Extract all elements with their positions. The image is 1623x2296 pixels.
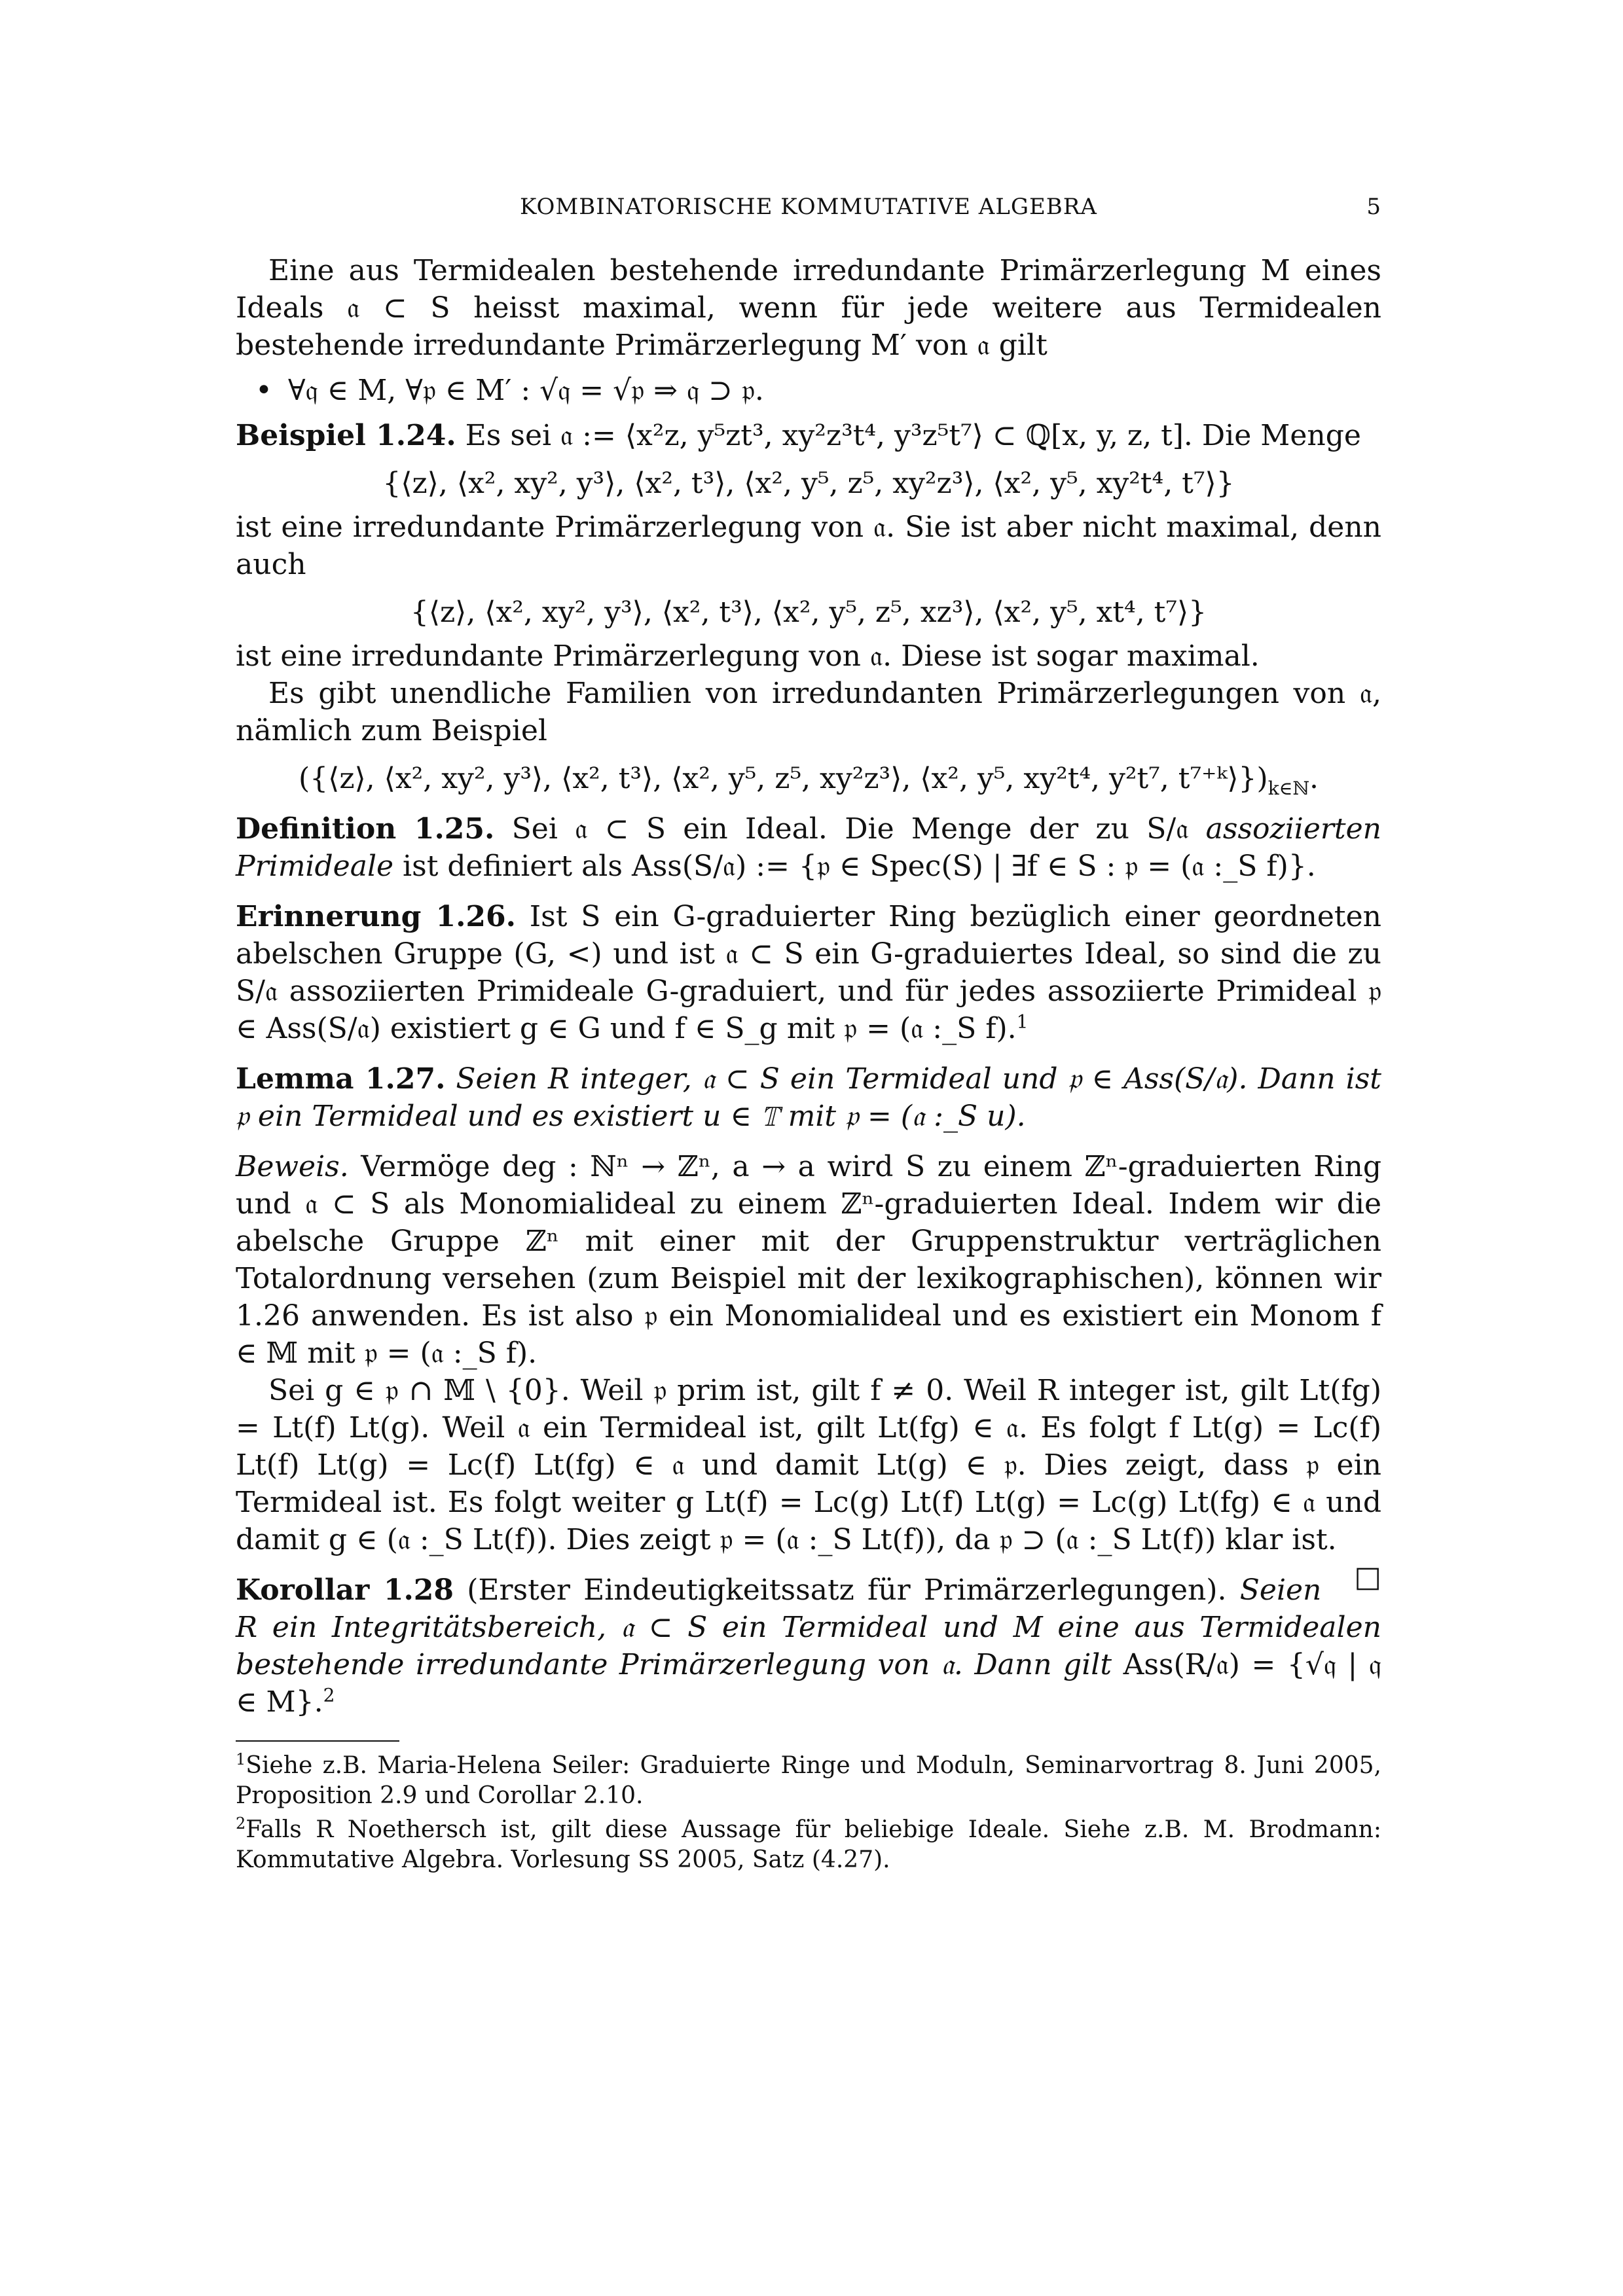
display-formula-3-body: ({⟨z⟩, ⟨x², xy², y³⟩, ⟨x², t³⟩, ⟨x², y⁵, z⁵, xy²z³⟩, ⟨x², y⁵, xy²t⁴, y²t⁷, t⁷⁺ᵏ⟩}) [299,762,1268,795]
erinnerung-text: Ist S ein G-graduierter Ring bezüglich einer geordneten abelschen Gruppe (G, <) und ist 𝔞 ⊂ S ein G-graduiertes Ideal, so sind die zu S/𝔞 assoziierten Primideale G-graduiert, und für jedes assoziierte Primideal 𝔭 ∈ Ass(S/𝔞) existiert g ∈ G und f ∈ S_g mit 𝔭 = (𝔞 :_S f). [236,900,1381,1045]
footnote-2 [236,1815,1381,1875]
display-formula-2: {⟨z⟩, ⟨x², xy², y³⟩, ⟨x², t³⟩, ⟨x², y⁵, z⁵, xz³⟩, ⟨x², y⁵, xt⁴, t⁷⟩} [410,596,1207,629]
display-formula-3-index: k∈ℕ [1267,777,1309,799]
footnote-2-text: Falls R Noethersch ist, gilt diese Aussage für beliebige Ideale. Siehe z.B. M. Brodmann: Kommutative Algebra. Vorlesung SS 2005, Satz (4.27). [236,1816,1381,1873]
definition-term: assoziierten Primideale [236,812,1381,883]
footnote-divider [236,1740,399,1742]
main-text [236,252,1381,1879]
definition-text-1: Sei 𝔞 ⊂ S ein Ideal. Die Menge der zu S/𝔞 [511,812,1206,846]
footnote-ref-1[interactable]: 1 [1016,1011,1029,1033]
lemma-paragraph [236,1060,1381,1135]
families-paragraph: Es gibt unendliche Familien von irredundanten Primärzerlegungen von 𝔞, nämlich zum Beispiel [236,677,1381,747]
page-number: 5 [1366,194,1381,220]
display-formula-3 [236,760,1381,797]
korollar-paren: (Erster Eindeutigkeitssatz für Primärzerlegungen). [467,1573,1227,1607]
footnote-1-text: Siehe z.B. Maria-Helena Seiler: Graduierte Ringe und Moduln, Seminarvortrag 8. Juni 2005, Proposition 2.9 und Corollar 2.10. [236,1752,1381,1809]
erinnerung-label: Erinnerung 1.26. [236,900,516,933]
display-formula-1: {⟨z⟩, ⟨x², xy², y³⟩, ⟨x², t³⟩, ⟨x², y⁵, z⁵, xy²z³⟩, ⟨x², y⁵, xy²t⁴, t⁷⟩} [382,467,1235,500]
erinnerung-paragraph [236,898,1381,1047]
after-display-1: ist eine irredundante Primärzerlegung von 𝔞. Sie ist aber nicht maximal, denn auch [236,511,1381,581]
beispiel-label: Beispiel 1.24. [236,419,456,452]
definition-paragraph [236,810,1381,885]
footnote-1 [236,1751,1381,1811]
intro-paragraph: Eine aus Termidealen bestehende irredundante Primärzerlegung M eines Ideals 𝔞 ⊂ S heisst maximal, wenn für jede weitere aus Termidealen bestehende irredundante Primärzerlegung M′ von 𝔞 gilt [236,254,1381,362]
bullet-item [255,372,1381,409]
definition-label: Definition 1.25. [236,812,495,846]
qed-icon: □ [1354,1560,1381,1594]
bullet-icon: • [255,374,272,407]
bullet-text: ∀𝔮 ∈ M, ∀𝔭 ∈ M′ : √𝔮 = √𝔭 ⇒ 𝔮 ⊃ 𝔭. [288,374,764,407]
beweis-paragraph [236,1148,1381,1372]
footnote-2-mark: 2 [236,1814,246,1833]
lemma-label: Lemma 1.27. [236,1062,446,1096]
running-header [236,194,1381,226]
korollar-text: Seien R ein Integritätsbereich, 𝔞 ⊂ S ein Termideal und M eine aus Termidealen bestehende irredundante Primärzerlegung von 𝔞. Dann gilt [236,1573,1381,1681]
korollar-label: Korollar 1.28 [236,1573,454,1607]
beweis-label: Beweis. [236,1150,349,1183]
lemma-text: Seien R integer, 𝔞 ⊂ S ein Termideal und 𝔭 ∈ Ass(S/𝔞). Dann ist 𝔭 ein Termideal und es existiert u ∈ 𝕋 mit 𝔭 = (𝔞 :_S u). [236,1062,1381,1133]
korollar-paragraph [236,1571,1381,1721]
definition-text-2: ist definiert als Ass(S/𝔞) := {𝔭 ∈ Spec(S) | ∃f ∈ S : 𝔭 = (𝔞 :_S f)}. [393,850,1316,883]
footnote-ref-2[interactable]: 2 [323,1684,335,1706]
display-formula-3-end: . [1309,762,1319,795]
beweis-text: Vermöge deg : ℕⁿ → ℤⁿ, a → a wird S zu einem ℤⁿ-graduierten Ring und 𝔞 ⊂ S als Monomialideal zu einem ℤⁿ-graduierten Ideal. Indem wir die abelsche Gruppe ℤⁿ mit einer mit der Gruppenstruktur verträglichen Totalordnung versehen (zum Beispiel mit der lexikographischen), können wir 1.26 anwenden. Es ist also 𝔭 ein Monomialideal und es existiert ein Monom f ∈ 𝕄 mit 𝔭 = (𝔞 :_S f). [236,1150,1381,1370]
running-title: KOMBINATORISCHE KOMMUTATIVE ALGEBRA [520,194,1097,220]
beispiel-text: Es sei 𝔞 := ⟨x²z, y⁵zt³, xy²z³t⁴, y³z⁵t⁷⟩ ⊂ ℚ[x, y, z, t]. Die Menge [465,419,1361,452]
korollar-formula: Ass(R/𝔞) = {√𝔮 | 𝔮 ∈ M}. [236,1648,1382,1719]
beweis-text-2: Sei g ∈ 𝔭 ∩ 𝕄 \ {0}. Weil 𝔭 prim ist, gilt f ≠ 0. Weil R integer ist, gilt Lt(fg) = Lt(f) Lt(g). Weil 𝔞 ein Termideal ist, gilt Lt(fg) ∈ 𝔞. Es folgt f Lt(g) = Lc(f) Lt(f) Lt(g) = Lc(f) Lt(fg) ∈ 𝔞 und damit Lt(g) ∈ 𝔭. Dies zeigt, dass 𝔭 ein Termideal ist. Es folgt weiter g Lt(f) = Lc(g) Lt(f) Lt(g) = Lc(g) Lt(fg) ∈ 𝔞 und damit g ∈ (𝔞 :_S Lt(f)). Dies zeigt 𝔭 = (𝔞 :_S Lt(f)), da 𝔭 ⊃ (𝔞 :_S Lt(f)) klar ist. [236,1374,1381,1556]
after-display-2: ist eine irredundante Primärzerlegung von 𝔞. Diese ist sogar maximal. [236,639,1260,673]
beispiel-paragraph [236,417,1381,454]
footnote-1-mark: 1 [236,1750,246,1768]
